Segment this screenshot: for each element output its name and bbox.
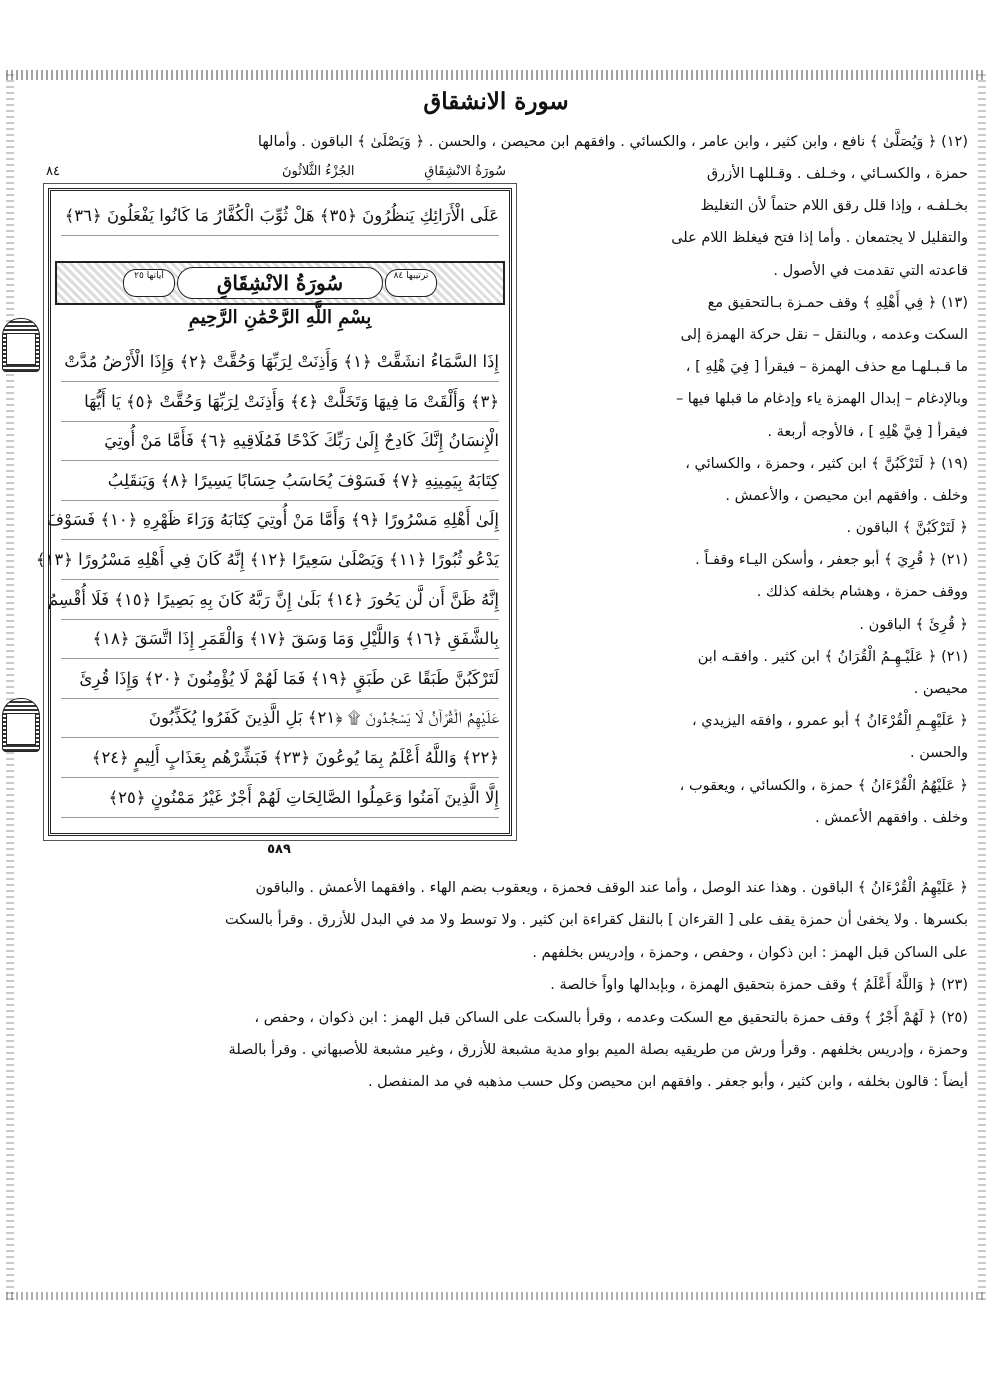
page-border-right — [978, 70, 986, 1300]
mushaf-line: عَلَى الْأَرَائِكِ يَنظُرُونَ ﴿٣٥﴾ هَلْ ثُوِّبَ الْكُفَّارُ مَا كَانُوا يَفْعَلُونَ ﴿٣٦﴾ — [61, 197, 499, 236]
commentary-line: أيضاً : قالون بخلفه ، وابن كثير ، وأبو جعفر . وافقهم ابن محيصن وكل حسب مذهبه في مد المنفصل . — [367, 1074, 968, 1091]
commentary-line: على الساكن قبل الهمز : ابن ذكوان ، وحفص ، وحمزة ، وإدريس بخلفهم . — [532, 944, 968, 961]
commentary-line: محيصن . — [913, 681, 968, 697]
commentary-first-line — [24, 126, 968, 158]
commentary-line: ﴿ عَلَيْهُمُ الْقُرْءَانُ ﴾ حمزة ، والكسائي ، ويعقوب ، — [679, 777, 968, 794]
mushaf-line: ﴿٢٢﴾ وَاللَّهُ أَعْلَمُ بِمَا يُوعُونَ ﴿٢٣﴾ فَبَشِّرْهُم بِعَذَابٍ أَلِيمٍ ﴿٢٤﴾ — [61, 739, 499, 778]
mushaf-header-juz: الجُزْءُ الثَّلاثُونَ — [282, 164, 355, 179]
mushaf-line: إِلَّا الَّذِينَ آمَنُوا وَعَمِلُوا الصَّالِحَاتِ لَهُمْ أَجْرٌ غَيْرُ مَمْنُونٍ ﴿٢٥﴾ — [61, 779, 499, 818]
commentary-line: ما قـبـلهـا مع حذف الهمزة – فيقرأ [ فِيَ هْلِهِ ] ، — [685, 359, 968, 376]
mushaf-line: إِلَىٰ أَهْلِهِ مَسْرُورًا ﴿٩﴾ وَأَمَّا مَنْ أُوتِيَ كِتَابَهُ وَرَاءَ ظَهْرِهِ ﴿١٠﴾ فَسَوْفَ — [61, 501, 499, 540]
commentary-line: ﴿ لَتَرْكَبُنَّ ﴾ الباقون . — [846, 520, 968, 537]
commentary-line: ووقف حمزة ، وهشام بخلفه كذلك . — [756, 584, 968, 601]
commentary-line: قاعدته التي تقدمت في الأصول . — [773, 262, 968, 279]
surah-verses-badge: آياتها ٢٥ — [123, 269, 175, 297]
commentary-line: ﴿ عَلَيْهِمُ الْقُرْءَانُ ﴾ الباقون . وهذا عند الوصل ، وأما عند الوقف فحمزة ، ويعقوب بضم الهاء . وافقهما الأعمش . والباقون — [255, 880, 968, 896]
mushaf-line: ﴿٣﴾ وَأَلْقَتْ مَا فِيهَا وَتَخَلَّتْ ﴿٤﴾ وَأَذِنَتْ لِرَبِّهَا وَحُقَّتْ ﴿٥﴾ يَا أَيُّهَا — [61, 383, 499, 422]
mushaf-page — [35, 162, 516, 862]
page-border-left — [6, 70, 14, 1300]
commentary-line: (٢١) ﴿ قُرِيَ ﴾ أبو جعفر ، وأسكن اليـاء وقفـاً . — [695, 552, 968, 569]
commentary-line: (٢٣) ﴿ وَاللَّهُ أَعْلَمُ ﴾ وقف حمزة بتحقيق الهمزة ، وبإبدالها واواً خالصة . — [550, 977, 968, 994]
mushaf-line: إِذَا السَّمَاءُ انشَقَّتْ ﴿١﴾ وَأَذِنَتْ لِرَبِّهَا وَحُقَّتْ ﴿٢﴾ وَإِذَا الْأَرْضُ مُدَّتْ — [61, 343, 499, 382]
commentary-line: بكسرها . ولا يخفىٰ أن حمزة يقف على [ القرءان ] بالنقل كقراءة ابن كثير . ولا توسط ولا مد في البدل للأزرق . وقرأ بالسكت — [224, 912, 968, 929]
commentary-line: (١٢) ﴿ وَيُصَلَّىٰ ﴾ نافع ، وابن كثير ، وابن عامر ، والكسائي . وافقهم ابن محيصن ، والحسن . ﴿ وَيَصْلَىٰ ﴾ الباقون . وأمالها — [257, 134, 968, 150]
commentary-line: ﴿ عَلَيْهِـمِ الْقُرْءَانُ ﴾ أبو عمرو ، وافقه اليزيدي ، — [691, 713, 968, 730]
commentary-line: وبالإدغام – إبدال الهمزة ياء وإدغام ما قبلها فيها – — [675, 391, 968, 408]
mushaf-header-page-number: ٨٤ — [46, 164, 60, 179]
page-border-bottom — [6, 1292, 986, 1300]
mushaf-header-surah: سُورَةُ الانْشِقَاقِ — [424, 164, 506, 179]
commentary-line: (١٩) ﴿ لَتَرْكَبُنَّ ﴾ ابن كثير ، وحمزة ، والكسائي ، — [685, 455, 968, 472]
sajda-marker-icon — [2, 698, 40, 752]
commentary-line: ﴿ قُرِئَ ﴾ الباقون . — [859, 616, 968, 633]
commentary-bottom-block — [24, 872, 968, 1099]
mushaf-line: يَدْعُو ثُبُورًا ﴿١١﴾ وَيَصْلَىٰ سَعِيرًا ﴿١٢﴾ إِنَّهُ كَانَ فِي أَهْلِهِ مَسْرُورًا ﴿١٣﴾ — [61, 541, 499, 580]
mushaf-line: عَلَيْهِمُ الْقُرْآنُ لَا يَسْجُدُونَ ۩ ﴿٢١﴾ بَلِ الَّذِينَ كَفَرُوا يُكَذِّبُونَ — [61, 699, 499, 738]
commentary-line: بخـلفـه ، وإذا قلل رقق اللام حتماً لأن التغليظ — [700, 198, 968, 215]
mushaf-footer — [42, 842, 516, 857]
mushaf-line: إِنَّهُ ظَنَّ أَن لَّن يَحُورَ ﴿١٤﴾ بَلَىٰ إِنَّ رَبَّهُ كَانَ بِهِ بَصِيرًا ﴿١٥﴾ فَلَا أُقْسِمُ — [61, 581, 499, 620]
commentary-line: (٢٥) ﴿ لَهُمْ أَجْرٌ ﴾ وقف حمزة بالتحقيق مع السكت وعدمه ، وقرأ بالسكت على الساكن قبل الهمز : ابن ذكوان ، وحفص ، — [254, 1009, 968, 1026]
page-title: سورة الانشقاق — [423, 88, 569, 115]
commentary-line: حمزة ، والكسـائي ، وخـلف . وقـللهـا الأزرق — [706, 166, 968, 182]
mushaf-header — [42, 162, 516, 184]
commentary-line: والحسن . — [910, 745, 968, 762]
surah-banner-title: سُورَةُ الانْشِقَاقِ — [177, 267, 383, 299]
mushaf-frame — [35, 188, 512, 836]
mushaf-line: بِالشَّفَقِ ﴿١٦﴾ وَاللَّيْلِ وَمَا وَسَقَ ﴿١٧﴾ وَالْقَمَرِ إِذَا اتَّسَقَ ﴿١٨﴾ — [61, 620, 499, 659]
hizb-marker-icon — [2, 318, 40, 372]
mushaf-line: لَتَرْكَبُنَّ طَبَقًا عَن طَبَقٍ ﴿١٩﴾ فَمَا لَهُمْ لَا يُؤْمِنُونَ ﴿٢٠﴾ وَإِذَا قُرِئَ — [61, 660, 499, 699]
commentary-line: فيقرأ [ فِيَّ هْلِهِ ] ، فالأوجه أربعة . — [767, 423, 968, 440]
page-border-top — [6, 70, 986, 80]
mushaf-line: كِتَابَهُ بِيَمِينِهِ ﴿٧﴾ فَسَوْفَ يُحَاسَبُ حِسَابًا يَسِيرًا ﴿٨﴾ وَيَنقَلِبُ — [61, 462, 499, 501]
commentary-line: السكت وعدمه ، وبالنقل – نقل حركة الهمزة إلى — [680, 326, 968, 343]
commentary-line: وخلف . وافقهم ابن محيصن ، والأعمش . — [725, 487, 968, 504]
mushaf-line: الْإِنسَانُ إِنَّكَ كَادِحٌ إِلَىٰ رَبِّكَ كَدْحًا فَمُلَاقِيهِ ﴿٦﴾ فَأَمَّا مَنْ أُوتِيَ — [61, 422, 499, 461]
surah-order-badge: ترتيبها ٨٤ — [385, 269, 437, 297]
commentary-line: والتقليل لا يجتمعان . وأما إذا فتح فيغلظ اللام على — [671, 230, 968, 247]
commentary-right-column — [546, 158, 968, 834]
commentary-line: (٢١) ﴿ عَلَيْـهِـمُ الْقُرَانُ ﴾ ابن كثير . وافقـه ابن — [697, 648, 968, 665]
basmala: بِسْمِ اللَّهِ الرَّحْمَٰنِ الرَّحِيمِ — [188, 307, 372, 328]
commentary-line: (١٣) ﴿ فِي أَهْلِهِ ﴾ وقف حمـزة بـالتحقيق مع — [707, 294, 968, 311]
commentary-line: وخلف . وافقهم الأعمش . — [815, 809, 968, 826]
commentary-line: وحمزة ، وإدريس بخلفهم . وقرأ ورش من طريقيه بصلة الميم بواو مدية مشبعة للأزرق ، وغير مشبعة للأصبهاني . وقرأ بالصلة — [228, 1042, 968, 1059]
mushaf-page-number: ٥٨٩ — [261, 842, 297, 857]
